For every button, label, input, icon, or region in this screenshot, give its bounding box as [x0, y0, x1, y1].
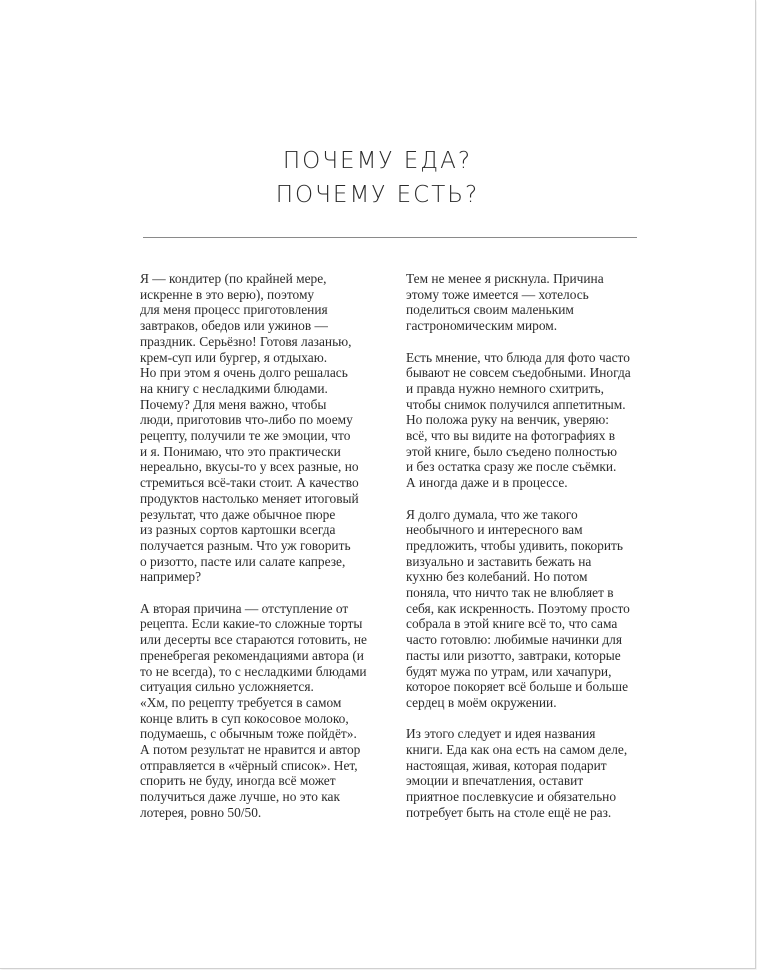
- text-line: Но при этом я очень долго решалась: [140, 365, 348, 381]
- text-line: сердец в моём окружении.: [406, 694, 557, 710]
- text-line: Есть мнение, что блюда для фото часто: [406, 349, 630, 365]
- paragraph: [406, 726, 646, 820]
- text-line: спорить не буду, иногда всё может: [140, 773, 336, 789]
- text-line: и правда нужно немного схитрить,: [406, 380, 605, 396]
- text-line: люди, приготовив что-либо по моему: [140, 412, 353, 428]
- text-line: будят мужа по утрам, или хачапури,: [406, 663, 612, 679]
- text-line: поняла, что ничто так не влюбляет в: [406, 585, 614, 601]
- text-line: собрала в этой книге всё то, что сама: [406, 616, 618, 632]
- text-line: настоящая, живая, которая подарит: [406, 757, 607, 773]
- text-line: продуктов настолько меняет итоговый: [140, 490, 359, 506]
- text-line: результат, что даже обычное пюре: [140, 506, 336, 522]
- paragraph: [406, 350, 646, 491]
- text-line: бывают не совсем съедобными. Иногда: [406, 365, 631, 381]
- paragraph: [406, 271, 646, 334]
- text-line: рецепта. Если какие-то сложные торты: [140, 616, 363, 632]
- text-line: кухню без колебаний. Но потом: [406, 569, 588, 585]
- text-line: праздник. Серьёзно! Готовя лазанью,: [140, 333, 352, 349]
- text-line: о ризотто, пасте или салате капрезе,: [140, 553, 346, 569]
- text-line: необычного и интересного вам: [406, 522, 583, 538]
- paragraph: [406, 507, 646, 711]
- text-line: эмоции и впечатления, оставит: [406, 773, 584, 789]
- text-line: завтраков, обедов или ужинов —: [140, 318, 328, 334]
- text-line: Я долго думала, что же такого: [406, 506, 578, 522]
- text-line: отправляется в «чёрный список». Нет,: [140, 757, 358, 773]
- text-line: получиться даже лучше, но это как: [140, 789, 340, 805]
- text-line: А иногда даже и в процессе.: [406, 475, 568, 491]
- text-line: и без остатка сразу же после съёмки.: [406, 459, 617, 475]
- text-line: себя, как искренность. Поэтому просто: [406, 600, 630, 616]
- left-column: [140, 271, 380, 836]
- text-line: книги. Еда как она есть на самом деле,: [406, 742, 628, 758]
- text-line: из разных сортов картошки всегда: [140, 522, 336, 538]
- text-line: Из этого следует и идея названия: [406, 726, 596, 742]
- text-line: Но положа руку на венчик, уверяю:: [406, 412, 609, 428]
- text-line: подумаешь, с обычным тоже пойдёт».: [140, 726, 357, 742]
- text-line: Почему? Для меня важно, чтобы: [140, 396, 327, 412]
- text-line: рецепту, получили те же эмоции, что: [140, 428, 351, 444]
- text-line: ситуация сильно усложняется.: [140, 679, 314, 695]
- title-line-2: ПОЧЕМУ ЕСТЬ?: [275, 182, 480, 208]
- text-line: то не всегда), то с несладкими блюдами: [140, 663, 367, 679]
- text-line: А вторая причина — отступление от: [140, 600, 349, 616]
- text-line: пренебрегая рекомендациями автора (и: [140, 647, 364, 663]
- text-line: и я. Понимаю, что это практически: [140, 443, 341, 459]
- paragraph: [140, 601, 380, 821]
- right-column: [406, 271, 646, 836]
- text-line: крем-суп или бургер, я отдыхаю.: [140, 349, 328, 365]
- text-line: чтобы снимок получился аппетитным.: [406, 396, 626, 412]
- title-divider: [143, 237, 637, 238]
- text-line: этому тоже имеется — хотелось: [406, 286, 589, 302]
- text-line: которое покоряет всё больше и больше: [406, 679, 629, 695]
- text-line: приятное послевкусие и обязательно: [406, 789, 617, 805]
- text-line: Я — кондитер (по крайней мере,: [140, 271, 327, 286]
- paragraph: [140, 271, 380, 585]
- text-line: стремиться всё-таки стоит. А качество: [140, 475, 359, 491]
- text-line: «Хм, по рецепту требуется в самом: [140, 694, 342, 710]
- text-line: этой книге, было съедено полностью: [406, 443, 618, 459]
- text-line: всё, что вы видите на фотографиях в: [406, 428, 616, 444]
- text-line: пасты или ризотто, завтраки, которые: [406, 647, 621, 663]
- text-line: потребует быть на столе ещё не раз.: [406, 804, 612, 820]
- text-line: искренне в это верю), поэтому: [140, 286, 315, 302]
- text-line: визуально и заставить бежать на: [406, 553, 592, 569]
- text-line: Тем не менее я рискнула. Причина: [406, 271, 604, 286]
- title-line-1: ПОЧЕМУ ЕДА?: [282, 148, 473, 174]
- text-line: конце влить в суп кокосовое молоко,: [140, 710, 349, 726]
- text-line: предложить, чтобы удивить, покорить: [406, 537, 623, 553]
- text-line: для меня процесс приготовления: [140, 302, 328, 318]
- text-line: например?: [140, 569, 202, 585]
- text-line: лотерея, ровно 50/50.: [140, 804, 262, 820]
- page-title: [0, 144, 755, 212]
- text-line: или десерты все стараются готовить, не: [140, 632, 367, 648]
- text-line: получается разным. Что уж говорить: [140, 537, 351, 553]
- text-line: нереально, вкусы-то у всех разные, но: [140, 459, 359, 475]
- text-line: А потом результат не нравится и автор: [140, 742, 361, 758]
- text-line: на книгу с несладкими блюдами.: [140, 380, 328, 396]
- text-line: часто готовлю: любимые начинки для: [406, 632, 623, 648]
- text-line: гастрономическим миром.: [406, 318, 558, 334]
- text-line: поделиться своим маленьким: [406, 302, 574, 318]
